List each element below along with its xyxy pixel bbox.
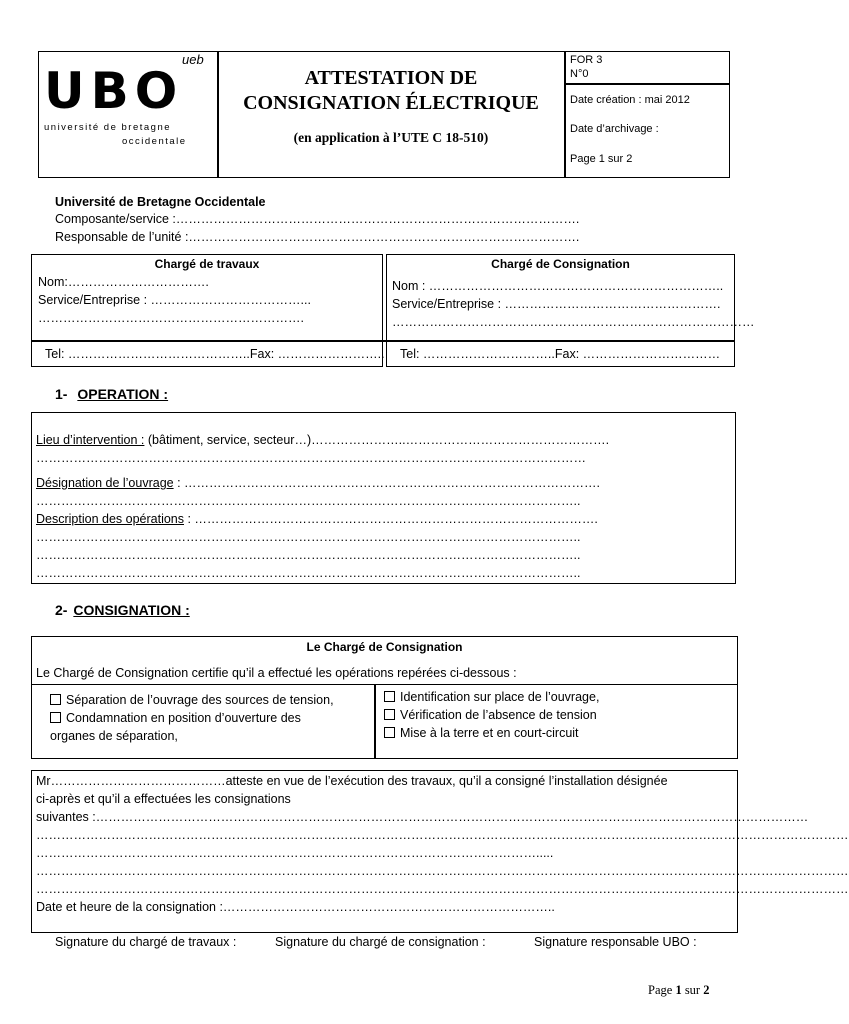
signature-consignation: Signature du chargé de consignation :: [275, 935, 486, 949]
section2-label: CONSIGNATION :: [73, 602, 190, 618]
charge-travaux-title: Chargé de travaux: [154, 257, 260, 271]
responsable-field[interactable]: Responsable de l’unité :………………………………………………………………………………….: [55, 230, 580, 244]
consignation-title-divider: [31, 684, 738, 685]
ubo-logo: [44, 52, 214, 160]
checkbox-icon[interactable]: [384, 727, 395, 738]
check-identification[interactable]: [384, 688, 734, 706]
footer-page-total: 2: [703, 983, 710, 997]
date-archivage: Date d’archivage :: [570, 123, 659, 135]
section1-number: 1-: [55, 386, 68, 402]
university-name-line2: occidentale: [122, 136, 187, 147]
certifie-text: Le Chargé de Consignation certifie qu’il a effectué les opérations repérées ci-dessous :: [36, 666, 517, 680]
attest-line6[interactable]: ……………………………………………………………………………………………………………………………………………………………………………: [36, 864, 849, 878]
form-meta: [570, 53, 728, 81]
attest-line3[interactable]: suivantes :………………………………………………………………………………………………………………………………………………………: [36, 810, 809, 824]
description-cont1[interactable]: …………………………………………………………………………………………………………………..: [36, 530, 581, 544]
check-verification-label: Vérification de l’absence de tension: [400, 708, 597, 722]
page-footer: [648, 983, 709, 998]
check-condamnation-label: Condamnation en position d’ouverture des: [66, 711, 301, 725]
check-separation[interactable]: [50, 691, 370, 709]
footer-page-prefix: Page: [648, 983, 676, 997]
lieu-value: (bâtiment, service, secteur…)…………………..………………………………………….: [144, 433, 610, 447]
lieu-label: Lieu d’intervention :: [36, 433, 145, 447]
footer-page-num: 1: [675, 983, 682, 997]
check-mise-a-la-terre-label: Mise à la terre et en court-circuit: [400, 726, 579, 740]
description-label: Description des opérations: [36, 512, 184, 526]
description-line[interactable]: [36, 512, 732, 526]
form-code: FOR 3: [570, 54, 603, 66]
university-label: Université de Bretagne Occidentale: [55, 195, 266, 209]
consignation-box-title: Le Chargé de Consignation: [306, 640, 463, 654]
consignation-nom-field[interactable]: Nom : ……………………………………………………………..: [392, 279, 724, 293]
checks-left: [50, 691, 370, 745]
check-identification-label: Identification sur place de l’ouvrage,: [400, 690, 600, 704]
checkbox-icon[interactable]: [50, 694, 61, 705]
description-cont3[interactable]: …………………………………………………………………………………………………………………..: [36, 566, 581, 580]
attest-line2: ci-après et qu’il a effectuées les consignations: [36, 792, 291, 806]
signature-travaux: Signature du chargé de travaux :: [55, 935, 237, 949]
travaux-tel-fax-field[interactable]: Tel: ……………………………………..Fax: ……………………..: [45, 347, 385, 361]
description-value: : …………………………………………………………………………………….: [184, 512, 598, 526]
signature-ubo: Signature responsable UBO :: [534, 935, 697, 949]
section2-heading: [55, 602, 190, 618]
consignation-service-cont[interactable]: ……………………………………………………………………………: [392, 315, 755, 329]
document-subtitle: (en application à l’UTE C 18-510): [293, 130, 489, 145]
document-title: [219, 66, 563, 116]
checkbox-icon[interactable]: [384, 691, 395, 702]
check-separation-label: Séparation de l’ouvrage des sources de tension,: [66, 693, 334, 707]
travaux-service-field[interactable]: Service/Entreprise : ………………………………...: [38, 293, 311, 307]
composante-field[interactable]: Composante/service :…………………………………………………………………………………….: [55, 212, 580, 226]
travaux-nom-field[interactable]: Nom:…………………………….: [38, 275, 209, 289]
checkbox-icon[interactable]: [50, 712, 61, 723]
check-mise-a-la-terre[interactable]: [384, 724, 734, 742]
consignation-col-divider: [374, 684, 376, 759]
footer-page-mid: sur: [681, 983, 704, 997]
consignation-service-field[interactable]: Service/Entreprise : …………………………………………….: [392, 297, 721, 311]
meta-divider: [564, 83, 730, 85]
section1-heading: [55, 386, 168, 402]
university-name-line1: université de bretagne: [44, 122, 172, 133]
table-row-divider: [31, 340, 735, 342]
check-condamnation-cont: organes de séparation,: [50, 729, 178, 743]
check-condamnation[interactable]: [50, 709, 370, 727]
section2-number: 2-: [55, 602, 68, 618]
title-line2: CONSIGNATION ÉLECTRIQUE: [243, 92, 539, 114]
header-divider-right: [564, 51, 566, 178]
page-info: Page 1 sur 2: [570, 153, 633, 165]
form-number: N°0: [570, 68, 589, 80]
date-creation: Date création : mai 2012: [570, 94, 690, 106]
consignation-tel-fax-field[interactable]: Tel: …………………………..Fax: ……………………………: [400, 347, 721, 361]
description-cont2[interactable]: …………………………………………………………………………………………………………………..: [36, 548, 581, 562]
designation-line[interactable]: [36, 476, 732, 490]
attest-line7[interactable]: ……………………………………………………………………………………………………………………………………………………………………………: [36, 882, 849, 896]
checkbox-icon[interactable]: [384, 709, 395, 720]
attest-line1[interactable]: Mr……………………………………atteste en vue de l’exécution des travaux, qu’il a consigné l’installation désignée: [36, 774, 668, 788]
designation-value: : ……………………………………………………………………………………….: [173, 476, 600, 490]
logo-text: UBO: [44, 62, 184, 120]
logo-badge: ueb: [182, 52, 204, 67]
check-verification[interactable]: [384, 706, 734, 724]
date-heure-field[interactable]: Date et heure de la consignation :……………………………………………………………………..: [36, 900, 555, 914]
attest-line5[interactable]: ………………………………………………………………………………………………………….....: [36, 846, 554, 860]
attest-line4[interactable]: ……………………………………………………………………………………………………………………………………………………………………………: [36, 828, 849, 842]
title-line1: ATTESTATION DE: [304, 67, 478, 89]
section1-label: OPERATION :: [77, 386, 169, 402]
designation-cont[interactable]: …………………………………………………………………………………………………………………..: [36, 494, 581, 508]
lieu-line[interactable]: [36, 433, 732, 447]
checks-right: [384, 688, 734, 742]
charge-consignation-title: Chargé de Consignation: [491, 257, 630, 271]
travaux-service-cont[interactable]: ……………………………………………………….: [38, 311, 304, 325]
lieu-cont[interactable]: ……………………………………………………………………………………………………………………: [36, 451, 586, 465]
designation-label: Désignation de l’ouvrage: [36, 476, 174, 490]
